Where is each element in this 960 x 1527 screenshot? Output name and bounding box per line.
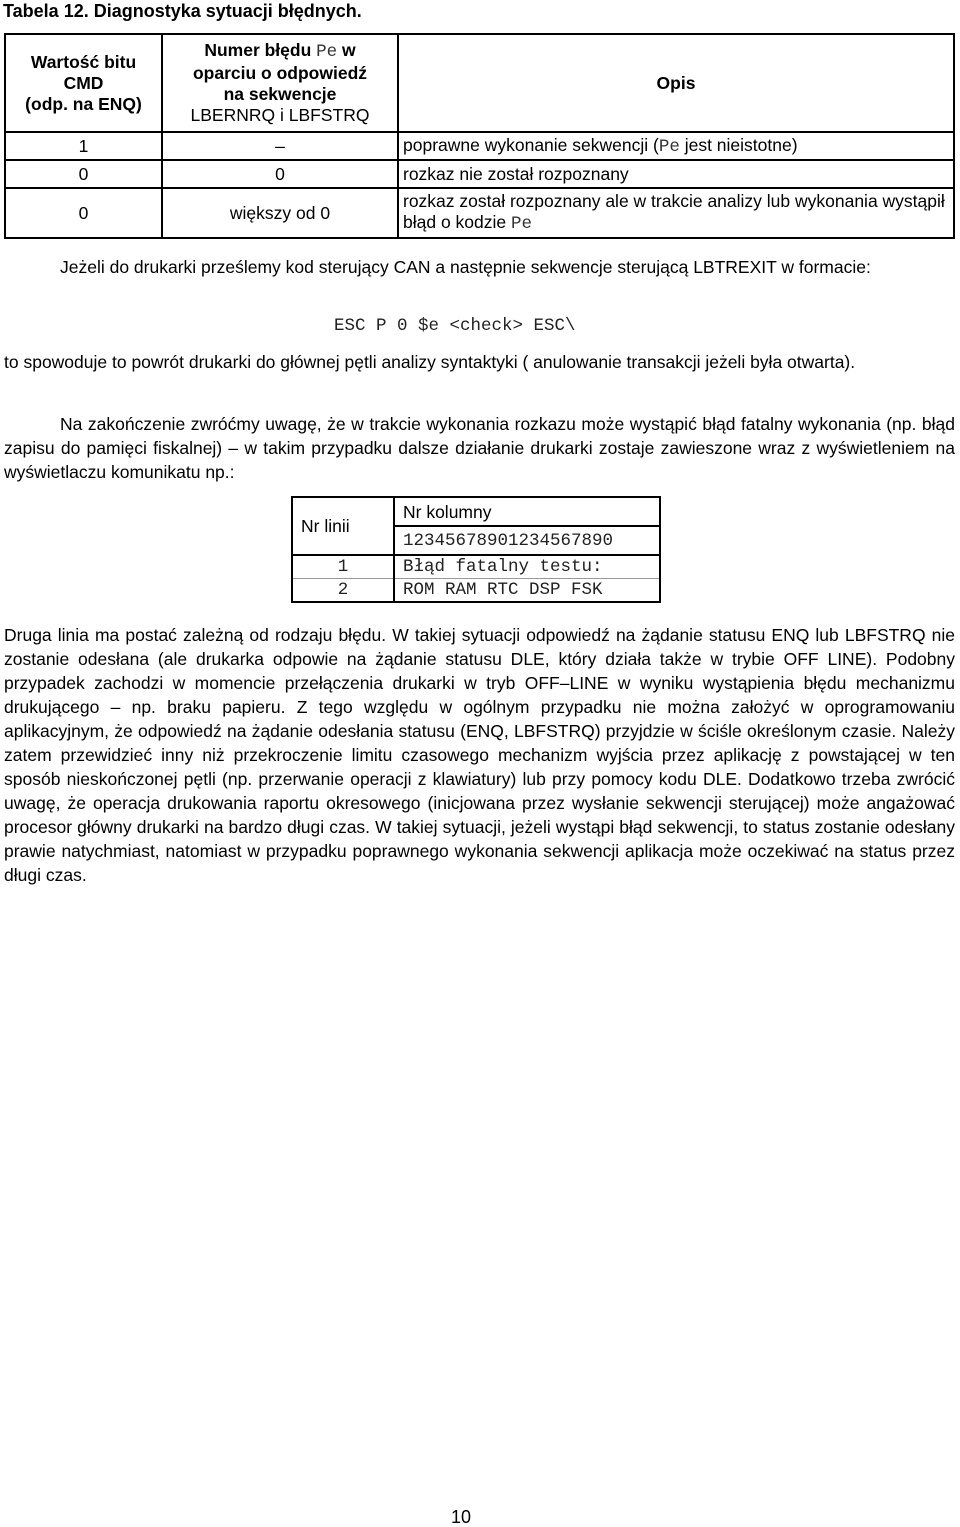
table-header-row bbox=[5, 34, 954, 132]
header-line-number: Nr linii bbox=[292, 497, 394, 555]
display-message-table bbox=[291, 496, 661, 603]
table-caption: Tabela 12. Diagnostyka sytuacji błędnych. bbox=[3, 1, 362, 21]
table-row: 0 większy od 0 rozkaz został rozpoznany ale w trakcie analizy lub wykonania wystąpił błąd o kodzie Pe bbox=[5, 188, 954, 238]
table-row: 0 0 rozkaz nie został rozpoznany bbox=[5, 160, 954, 188]
header-description: Opis bbox=[398, 34, 954, 132]
page-number: 10 bbox=[451, 1507, 472, 1527]
header-error-number: Numer błędu Pe w oparciu o odpowiedź na sekwencje LBERNRQ i LBFSTRQ bbox=[162, 34, 398, 132]
paragraph-fatal-error: Na zakończenie zwróćmy uwagę, że w trakcie wykonania rozkazu może wystąpić błąd fatalny wykonania (np. błąd zapisu do pamięci fiskalnej) – w takim przypadku dalsze działanie drukarki zostaje zawieszone wraz z wyświetleniem na wyświetlaczu komunikatu np.: bbox=[4, 414, 955, 482]
display-line: 2 ROM RAM RTC DSP FSK bbox=[292, 579, 660, 603]
paragraph-second-line-details: Druga linia ma postać zależną od rodzaju błędu. W takiej sytuacji odpowiedź na żądanie statusu ENQ lub LBFSTRQ nie zostanie odesłana (ale drukarka odpowie na żądanie statusu DLE, który działa także w trybie OFF LINE). Podobny przypadek zachodzi w momencie przełączenia drukarki w tryb OFF–LINE w wyniku wystąpienia błędu mechanizmu drukującego – np. braku papieru. Z tego względu w ogólnym przypadku nie można założyć w oprogramowaniu aplikacyjnym, że odpowiedź na żądanie odesłania statusu (ENQ, LBFSTRQ) przyjdzie w ściśle określonym czasie. Należy zatem przewidzieć inny niż przekroczenie limitu czasowego mechanizm wyjścia przez aplikację z powstającej w ten sposób nieskończonej pętli (np. przerwanie operacji z klawiatury) lub przy pomocy kodu DLE. Dodatkowo trzeba zwrócić uwagę, że operacja drukowania raportu okresowego (inicjowana przez wysłanie sekwencji sterującej) może angażować procesor główny drukarki na bardzo długi czas. W takiej sytuacji, jeżeli wystąpi błąd sekwencji, to status zostanie odesłany prawie natychmiast, natomiast w przypadku poprawnego wykonania sekwencji aplikacja może oczekiwać na status przez długi czas. bbox=[4, 625, 955, 885]
paragraph-can-sequence: Jeżeli do drukarki prześlemy kod sterujący CAN a następnie sekwencje sterującą LBTREXIT w formacie: bbox=[60, 257, 871, 277]
column-digits: 12345678901234567890 bbox=[394, 526, 660, 555]
header-column-number: Nr kolumny bbox=[394, 497, 660, 526]
table-row: 1 – poprawne wykonanie sekwencji (Pe jest nieistotne) bbox=[5, 132, 954, 160]
header-cmd-bit: Wartość bitu CMD (odp. na ENQ) bbox=[5, 34, 162, 132]
paragraph-return-loop: to spowoduje to powrót drukarki do głównej pętli analizy syntaktyki ( anulowanie transakcji jeżeli była otwarta). bbox=[4, 352, 856, 372]
display-line: 1 Błąd fatalny testu: bbox=[292, 555, 660, 579]
command-sequence: ESC P 0 $e <check> ESC\ bbox=[334, 316, 576, 336]
diagnostics-table bbox=[4, 33, 955, 239]
